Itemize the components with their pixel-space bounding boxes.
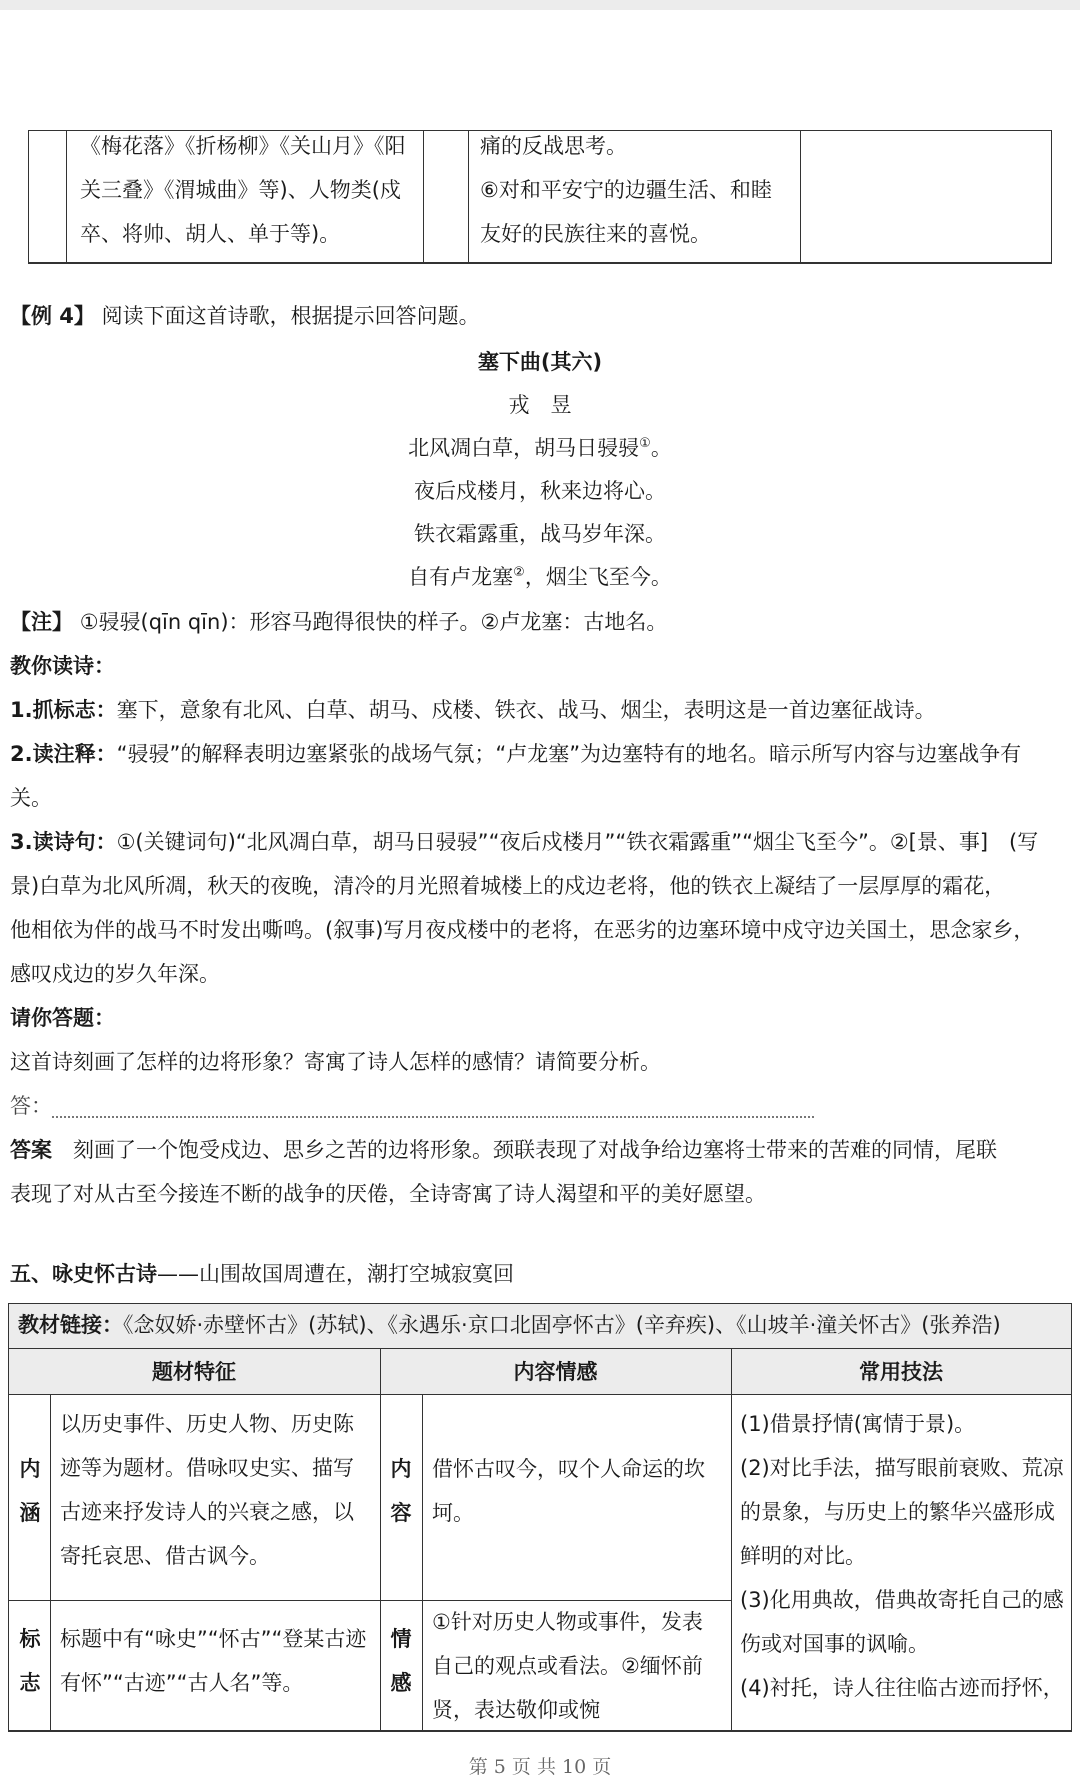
technique-list [740, 1402, 1066, 1710]
note-label: 【注】 [10, 610, 73, 634]
answer-blank-line[interactable] [52, 1116, 814, 1118]
step-3-cont: 他相依为伴的战马不时发出嘶鸣。(叙事)写月夜戍楼中的老将，在恶劣的边塞环境中戍守边关国土，思念家乡， [10, 918, 1035, 942]
row-label-char: 标 [19, 1627, 41, 1651]
content-text: 借怀古叹今，叹个人命运的坎坷。 [432, 1457, 705, 1525]
teach-heading: 教你读诗： [10, 654, 115, 678]
row-label-char: 涵 [19, 1501, 41, 1525]
page-footer: 第 5 页 共 10 页 [468, 1756, 612, 1778]
poem-line: 自有卢龙塞②，烟尘飞至今。 [408, 565, 672, 589]
top-table-col1-line: 关三叠》《渭城曲》等)、人物类(戍 [80, 178, 401, 202]
emotion-label-char: 情 [390, 1627, 412, 1651]
emotion-text: ①针对历史人物或事件，发表自己的观点或看法。②缅怀前贤，表达敬仰或惋 [432, 1610, 703, 1722]
note-text: ①骎骎(qīn qīn)：形容马跑得很快的样子。②卢龙塞：古地名。 [79, 610, 668, 634]
step-2-cont: 关。 [10, 786, 52, 810]
technique-item: (3)化用典故，借典故寄托自己的感伤或对国事的讽喻。 [740, 1588, 1064, 1656]
poem-line: 铁衣霜露重，战马岁年深。 [414, 522, 666, 546]
row1-text: 以历史事件、历史人物、历史陈迹等为题材。借咏叹史实、描写古迹来抒发诗人的兴衰之感，以寄托哀思、借古讽今。 [60, 1412, 354, 1568]
example-prompt: 阅读下面这首诗歌，根据提示回答问题。 [101, 304, 480, 328]
top-table-col1-line: 卒、将帅、胡人、单于等)。 [80, 222, 341, 246]
technique-item: (4)衬托，诗人往往临古迹而抒怀， [740, 1676, 1064, 1700]
answer-line: 表现了对从古至今接连不断的战争的厌倦，全诗寄寓了诗人渴望和平的美好愿望。 [10, 1182, 766, 1206]
header-technique: 常用技法 [859, 1360, 943, 1384]
technique-item: (2)对比手法，描写眼前衰败、荒凉的景象，与历史上的繁华兴盛形成鲜明的对比。 [740, 1456, 1064, 1568]
example-tag: 【例 4】 [10, 304, 95, 328]
example-heading [10, 301, 480, 331]
top-table-col2-line: ⑥对和平安宁的边疆生活、和睦 [480, 178, 772, 202]
top-scroll-edge [0, 0, 1080, 10]
emotion-label-char: 感 [390, 1671, 412, 1695]
content-label-char: 容 [390, 1501, 412, 1525]
section-title: 五、咏史怀古诗——山围故国周遭在，潮打空城寂寞回 [10, 1262, 514, 1286]
top-table-col1-line: 《梅花落》《折杨柳》《关山月》《阳 [80, 134, 406, 158]
textbook-link: 教材链接：《念奴娇·赤壁怀古》(苏轼)、《永遇乐·京口北固亭怀古》(辛弃疾)、《山坡羊·潼关怀古》(张养浩) [18, 1313, 1001, 1337]
step-3-cont: 感叹戍边的岁久年深。 [10, 962, 220, 986]
poem-author: 戎 昱 [508, 393, 572, 417]
top-table-col2-line: 友好的民族往来的喜悦。 [480, 222, 711, 246]
content-label-char: 内 [390, 1457, 412, 1481]
row-label-char: 内 [19, 1457, 41, 1481]
step-3: 3.读诗句：①(关键词句)“北风凋白草，胡马日骎骎”“夜后戍楼月”“铁衣霜露重”“烟尘飞至今”。②[景、事] (写 [10, 830, 1039, 854]
header-content: 内容情感 [513, 1360, 598, 1384]
header-theme: 题材特征 [152, 1360, 236, 1384]
technique-item: (1)借景抒情(寓情于景)。 [740, 1412, 976, 1436]
step-2: 2.读注释：“骎骎”的解释表明边塞紧张的战场气氛；“卢龙塞”为边塞特有的地名。暗示所写内容与边塞战争有 [10, 742, 1022, 766]
answer-line: 答案 刻画了一个饱受戍边、思乡之苦的边将形象。颈联表现了对战争给边塞将士带来的苦难的同情，尾联 [10, 1138, 997, 1162]
row-label-char: 志 [19, 1671, 41, 1695]
poem-line: 北风凋白草，胡马日骎骎①。 [408, 436, 672, 460]
poem-line: 夜后戍楼月，秋来边将心。 [414, 479, 666, 503]
poem-note [10, 607, 667, 637]
step-3-cont: 景)白草为北风所凋，秋天的夜晚，清冷的月光照着城楼上的戍边老将，他的铁衣上凝结了一层厚厚的霜花， [10, 874, 1006, 898]
answer-heading: 请你答题： [10, 1006, 115, 1030]
step-1: 1.抓标志：塞下，意象有北风、白草、胡马、戍楼、铁衣、战马、烟尘，表明这是一首边塞征战诗。 [10, 698, 936, 722]
top-table-col2-line: 痛的反战思考。 [480, 134, 627, 158]
answer-prompt: 答： [10, 1094, 52, 1118]
poem-title: 塞下曲(其六) [477, 350, 603, 374]
row2-text: 标题中有“咏史”“怀古”“登某古迹有怀”“古迹”“古人名”等。 [60, 1627, 367, 1695]
answer-label: 答案 [10, 1138, 52, 1162]
question: 这首诗刻画了怎样的边将形象？寄寓了诗人怎样的感情？请简要分析。 [10, 1050, 661, 1074]
